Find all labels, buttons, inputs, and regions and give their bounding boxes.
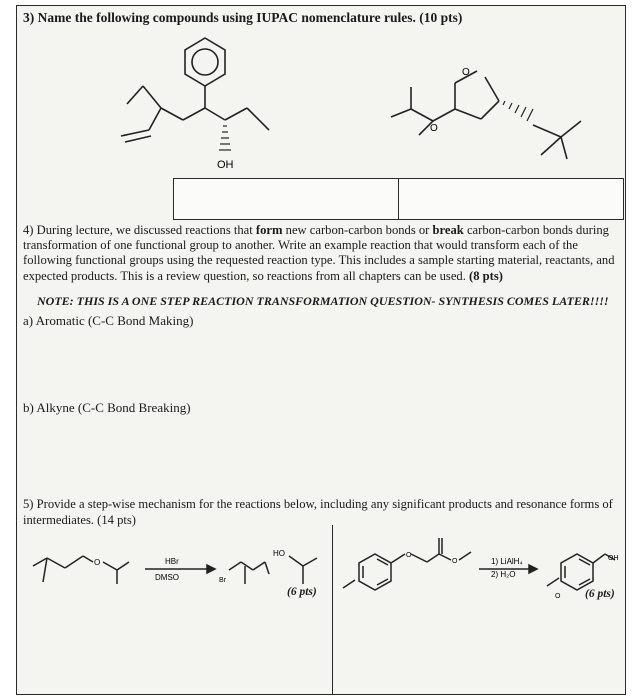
- mol2-o-label-top: O: [462, 67, 470, 78]
- molecule-2-structure: [377, 61, 597, 171]
- rxn2-reagent-bottom: 2) H₂O: [491, 570, 516, 579]
- rxn2-o-label-2: O: [452, 558, 458, 565]
- rxn1-o-label: O: [94, 558, 101, 567]
- rxn1-reagent-top: HBr: [165, 557, 179, 566]
- rxn2-reagent-top: 1) LiAlH₄: [491, 557, 523, 566]
- q4-part-b: b) Alkyne (C-C Bond Breaking): [23, 400, 191, 415]
- rxn1-reagent-bottom: DMSO: [155, 573, 179, 582]
- question-4-text: 4) During lecture, we discussed reactions that form new carbon-carbon bonds or break carbon-carbon bonds during transformation of one functional group to another. Write an example reaction that would transform each of the following functional groups using the requested reaction type. This includes a sample starting material, reactants, and expected products. This is a review question, so reactions from all chapters can be used. (8 pts): [23, 223, 615, 283]
- rxn1-points: (6 pts): [287, 586, 317, 598]
- rxn1-ho-label: HO: [273, 549, 285, 558]
- question-3-title: 3) Name the following compounds using IUPAC nomenclature rules. (10 pts): [23, 10, 463, 25]
- q4-points: (8 pts): [469, 268, 503, 283]
- mol2-o-label-bottom: O: [430, 123, 438, 134]
- answer-box-2[interactable]: [399, 178, 624, 220]
- q3-answer-row: [173, 178, 624, 220]
- rxn1-br-label: Br: [219, 577, 226, 584]
- answer-box-1[interactable]: [173, 178, 399, 220]
- rxn2-points: (6 pts): [585, 588, 615, 600]
- reaction-1-scheme: [17, 526, 332, 626]
- reaction-2-scheme: [333, 526, 625, 626]
- worksheet-page: [16, 5, 626, 695]
- question-5-text: 5) Provide a step-wise mechanism for the reactions below, including any significant products and resonance forms of intermediates. (14 pts): [23, 497, 613, 527]
- molecule-1-structure: [97, 26, 317, 176]
- rxn2-o-label-3: O: [555, 593, 561, 600]
- rxn2-o-label-1: O: [406, 552, 412, 559]
- rxn2-oh-label: OH: [608, 555, 619, 562]
- bold-break: break: [432, 223, 464, 237]
- mol1-oh-label: OH: [217, 159, 234, 171]
- q4-part-a: a) Aromatic (C-C Bond Making): [23, 313, 194, 328]
- q4-note: NOTE: THIS IS A ONE STEP REACTION TRANSFORMATION QUESTION- SYNTHESIS COMES LATER!!!!: [37, 294, 609, 308]
- bold-form: form: [255, 223, 283, 237]
